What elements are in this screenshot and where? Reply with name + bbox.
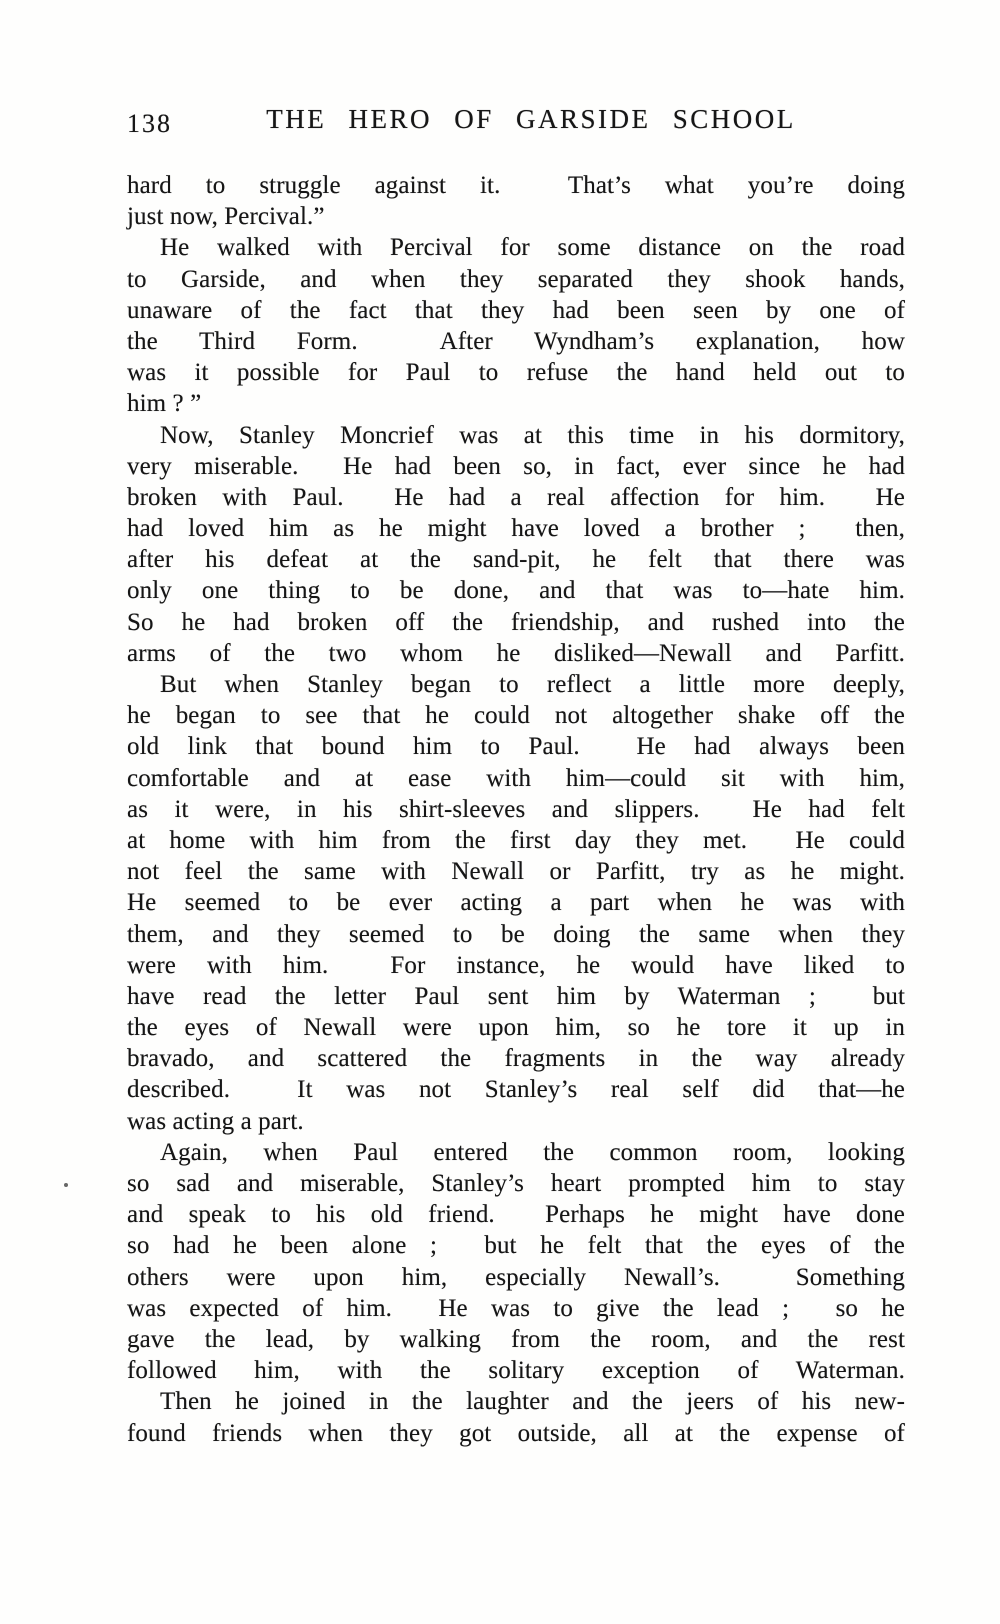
text-line: old link that bound him to Paul. He had always been (127, 733, 905, 761)
text-line: just now, Percival.” (127, 203, 325, 231)
text-line: So he had broken off the friendship, and rushed into the (127, 608, 905, 636)
text-line: him ? ” (127, 390, 202, 418)
text-line: Now, Stanley Moncrief was at this time in his dormitory, (160, 421, 905, 449)
text-line: at home with him from the first day they met. He could (127, 826, 905, 854)
paragraph (127, 420, 905, 670)
text-line: were with him. For instance, he would have liked to (127, 951, 905, 979)
text-line: arms of the two whom he disliked—Newall and Parfitt. (127, 639, 905, 667)
text-line: described. It was not Stanley’s real self did that—he (127, 1076, 905, 1104)
text-line: broken with Paul. He had a real affection for him. He (127, 483, 905, 511)
page-header (127, 104, 905, 144)
paragraph (127, 232, 905, 419)
text-line: he began to see that he could not altogether shake off the (127, 702, 905, 730)
page-number: 138 (127, 109, 172, 138)
text-line: very miserable. He had been so, in fact, ever since he had (127, 452, 905, 480)
text-line: comfortable and at ease with him—could sit with him, (127, 764, 905, 792)
text-line: He seemed to be ever acting a part when he was with (127, 889, 905, 917)
text-line: Again, when Paul entered the common room, looking (160, 1138, 905, 1166)
text-line: bravado, and scattered the fragments in the way already (127, 1045, 905, 1073)
text-line: them, and they seemed to be doing the same when they (127, 920, 905, 948)
text-line: found friends when they got outside, all at the expense of (127, 1419, 905, 1447)
text-line: was expected of him. He was to give the lead ; so he (127, 1294, 905, 1322)
paragraph (127, 170, 905, 232)
text-line: only one thing to be done, and that was to—hate him. (127, 577, 905, 605)
body-text (127, 170, 905, 1449)
text-line: Then he joined in the laughter and the jeers of his new- (160, 1388, 905, 1416)
text-line: the Third Form. After Wyndham’s explanation, how (127, 327, 905, 355)
text-line: hard to struggle against it. That’s what you’re doing (127, 172, 905, 199)
text-line: as it were, in his shirt-sleeves and slippers. He had felt (127, 795, 905, 823)
text-line: He walked with Percival for some distance on the road (160, 234, 905, 262)
text-line: unaware of the fact that they had been seen by one of (127, 296, 905, 324)
scan-artifact-dot (64, 1183, 68, 1187)
text-line: But when Stanley began to reflect a little more deeply, (160, 671, 905, 698)
text-line: not feel the same with Newall or Parfitt, try as he might. (127, 858, 905, 886)
text-line: gave the lead, by walking from the room, and the rest (127, 1325, 905, 1353)
paragraph (127, 669, 905, 1137)
text-line: after his defeat at the sand-pit, he felt that there was (127, 546, 905, 574)
text-line: had loved him as he might have loved a brother ; then, (127, 515, 905, 543)
running-title: THE HERO OF GARSIDE SCHOOL (266, 104, 796, 134)
text-line: others were upon him, especially Newall’s. Something (127, 1263, 905, 1291)
text-line: so sad and miserable, Stanley’s heart prompted him to stay (127, 1170, 905, 1197)
text-line: the eyes of Newall were upon him, so he tore it up in (127, 1014, 905, 1042)
text-line: to Garside, and when they separated they shook hands, (127, 265, 905, 293)
text-line: and speak to his old friend. Perhaps he might have done (127, 1201, 905, 1229)
text-line: was acting a part. (127, 1107, 304, 1135)
paragraph (127, 1386, 905, 1448)
text-line: followed him, with the solitary exception of Waterman. (127, 1357, 905, 1385)
text-line: was it possible for Paul to refuse the hand held out to (127, 359, 905, 387)
paragraph (127, 1137, 905, 1387)
text-line: have read the letter Paul sent him by Waterman ; but (127, 982, 905, 1010)
text-line: so had he been alone ; but he felt that the eyes of the (127, 1232, 905, 1260)
